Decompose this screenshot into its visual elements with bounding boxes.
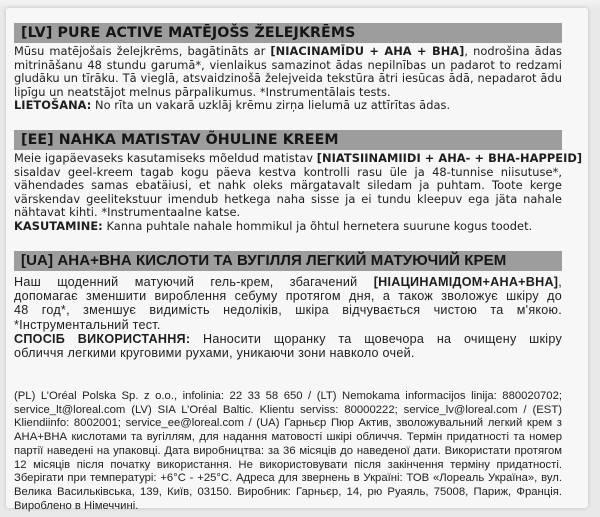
- usage-line: LIETOŠANA: No rīta un vakarā uzklāj krēmu zirņa lielumā uz attīrītas ādas.: [14, 98, 451, 113]
- body-line: värskendav geelitekstuur imendub hetkega naha sisse ja ei tundu kleepuv ega jäta nahale: [14, 191, 562, 206]
- section-ua: [14, 251, 562, 360]
- usage-line: СПОСІБ ВИКОРИСТАННЯ: Наносити щоранку та щовечора на очищену шкіру: [14, 331, 562, 346]
- footer-line: АНА+ВНА кислотами та вугіллям, для надання матовості шкірі обличчя. Термін придатності та номер: [14, 431, 562, 444]
- footer-line: Велика Васильківська, 139, Київ, 03150. Виробник: Гарньєр, 14, рю Руаяль, 75008, Париж, Франція.: [14, 485, 562, 498]
- usage-label: СПОСІБ ВИКОРИСТАННЯ:: [14, 331, 191, 346]
- legal-footer: [14, 390, 562, 513]
- footer-line: Вироблено в Німеччині.: [14, 499, 139, 512]
- footer-line: 12 місяців після початку використання. Не використовувати після закінчення терміну придатності.: [14, 458, 562, 471]
- usage-label: LIETOŠANA:: [14, 98, 92, 113]
- body-line: sisaldav geel-kreem tagab kogu päeva kestva kontrolli rasu üle ja 48-tunnise niisutuse*,: [14, 164, 562, 179]
- body-line: допомагає зменшити вироблення себуму протягом дня, а також зволожує шкіру до: [14, 289, 562, 304]
- usage-label: KASUTAMINE:: [14, 218, 103, 233]
- section-body-ua: [14, 271, 562, 360]
- section-heading-ee: [EE] NAHKA MATISTAV ÕHULINE KREEM: [14, 130, 562, 150]
- footer-line: (PL) L’Oréal Polska Sp. z o.o., infolinia: 22 33 58 650 / (LT) Nemokama informacijos linija: 880020702;: [14, 390, 562, 402]
- body-line: vähendades samas ebatäiusi, et nahk oleks märgatavalt siledam ja puhtam. Toote kerge: [14, 178, 562, 193]
- body-line: nähtavat kihti. *Instrumentaalne katse.: [14, 205, 241, 220]
- body-line: *Інструментальний тест.: [14, 317, 161, 332]
- body-line: Mūsu matējošais želejkrēms, bagātināts ar [NIACINAMĪDU + AHA + BHA], nodrošina ādas: [14, 44, 562, 58]
- body-line: Meie igapäevaseks kasutamiseks mõeldud matistav [NIATSIINAMIIDI + AHA- + BHA-HAPPEID]: [14, 151, 583, 165]
- usage-line: KASUTAMINE: Kanna puhtale nahale hommikul ja õhtul hernetera suurune kogus toodet.: [14, 218, 533, 233]
- usage-line-2: обличчя легкими круговими рухами, уникаючи зони навколо очей.: [14, 346, 415, 361]
- body-line: lipīgu un neatstājot melnus pārpalikumus. *Instrumentālais tests.: [14, 84, 391, 99]
- body-line: Наш щоденний матуючий гель-крем, збагачений [НІАЦИНАМІДОМ+АНА+ВНА],: [14, 275, 562, 289]
- section-lv: [14, 23, 562, 113]
- section-heading-lv: [LV] PURE ACTIVE MATĒJOŠS ŽELEJKRĒMS: [14, 23, 562, 43]
- footer-line: Зберігати при температурі: +6°C - +25°C. Адреса для звернень в Україні: ТОВ «Лореаль Україна», вул.: [14, 472, 562, 485]
- section-heading-ua: [UA] АНА+ВНА КИСЛОТИ ТА ВУГІЛЛЯ ЛЕГКИЙ МАТУЮЧИЙ КРЕМ: [14, 251, 562, 271]
- section-body-lv: [14, 43, 562, 113]
- footer-line: партії наведені на упаковці. Дата виробництва: за 36 місяців до наведеної дати. Використати протягом: [14, 444, 562, 457]
- body-line: mitrināšanu 48 stundu garumā*, vienlaikus samazinot ādas nepilnības un padarot to redzami: [14, 57, 562, 72]
- body-line: 48 год*, зменшує видимість недоліків, шкіра відчувається чистою та м'якою.: [14, 303, 562, 318]
- label-panel: [6, 8, 588, 512]
- section-ee: [14, 130, 583, 234]
- body-line: gludāku un tīrāku. Tā vieglā, atsvaidzinošā želejveida tekstūra ātri iesūcas ādā, nepadarot ādu: [14, 71, 562, 86]
- footer-line: service_lt@loreal.com (LV) SIA L’Oréal Baltic. Klientu serviss: 80000222; service_lv@loreal.com / (EST): [14, 403, 562, 416]
- footer-line: Kliendiinfo: 8002001; service_ee@loreal.com / (UA) Гарньєр Пюр Актив, зволожувальний легкий крем з: [14, 417, 562, 430]
- section-body-ee: [14, 150, 583, 234]
